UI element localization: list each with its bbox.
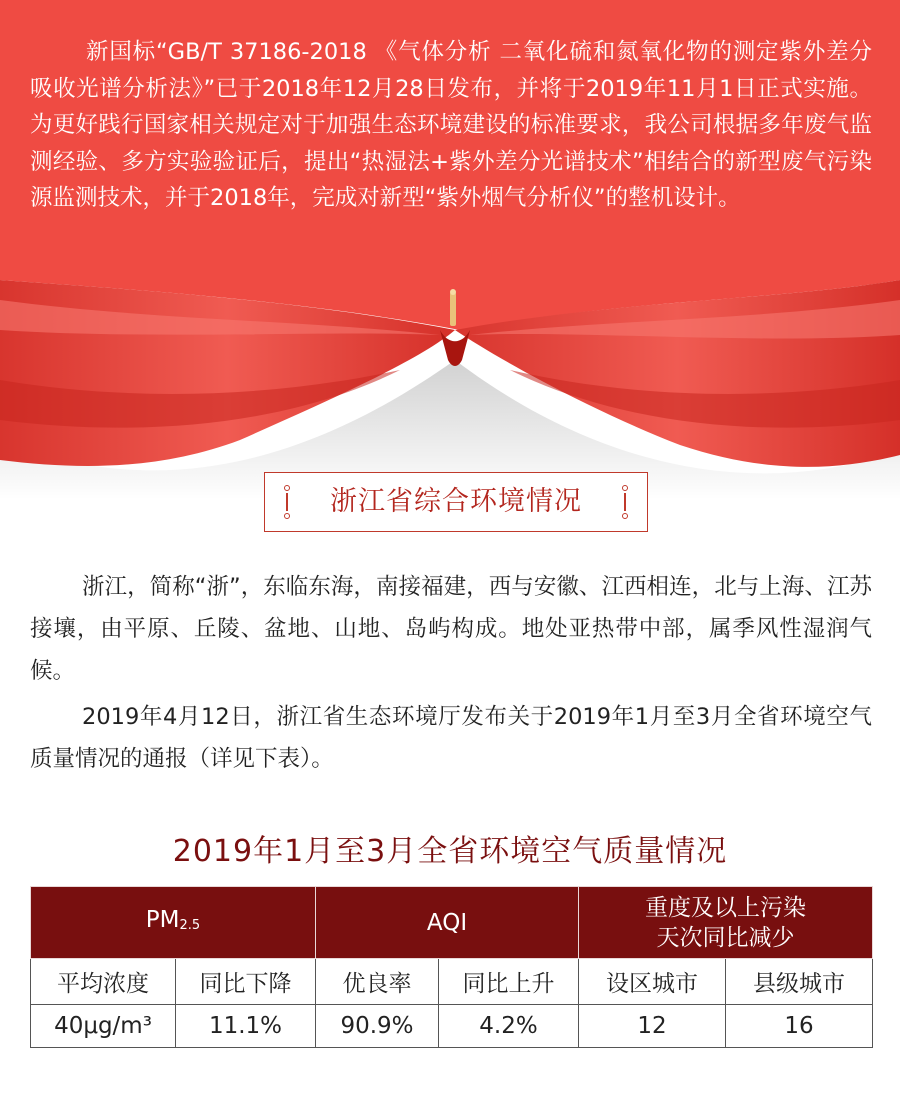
header-pm25 <box>31 887 316 959</box>
section-title: 浙江省综合环境情况 <box>330 486 582 517</box>
table-cell: 4.2% <box>439 1005 579 1048</box>
paragraph-zhejiang-overview: 浙江，简称“浙”，东临东海，南接福建，西与安徽、江西相连，北与上海、江苏接壤，由平原、丘陵、盆地、山地、岛屿构成。地处亚热带中部，属季风性湿润气候。 <box>30 574 872 684</box>
table-cell: 16 <box>726 1005 873 1048</box>
table-row <box>31 1005 873 1048</box>
body-text <box>30 566 872 784</box>
header-aqi: AQI <box>316 887 579 959</box>
column-header: 县级城市 <box>726 959 873 1005</box>
table-cell: 11.1% <box>176 1005 316 1048</box>
table-title: 2019年1月至3月全省环境空气质量情况 <box>172 834 728 869</box>
table-cell: 12 <box>579 1005 726 1048</box>
paragraph-bulletin: 2019年4月12日，浙江省生态环境厅发布关于2019年1月至3月全省环境空气质量情况的通报（详见下表）。 <box>30 704 872 772</box>
column-header: 设区城市 <box>579 959 726 1005</box>
table-group-header-row <box>31 887 873 959</box>
header-pm-subscript: 2.5 <box>179 917 201 933</box>
header-heavy-pollution-line1: 重度及以上污染 <box>645 894 806 921</box>
header-pm-label: PM <box>145 906 180 933</box>
column-header: 同比上升 <box>439 959 579 1005</box>
table-cell: 90.9% <box>316 1005 439 1048</box>
column-header: 优良率 <box>316 959 439 1005</box>
table-column-header-row <box>31 959 873 1005</box>
air-quality-table <box>30 886 873 1048</box>
header-heavy-pollution <box>579 887 873 959</box>
section-heading-box <box>264 472 648 532</box>
ornament-right-icon <box>621 485 629 519</box>
intro-paragraph: 新国标“GB/T 37186-2018 《气体分析 二氧化硫和氮氧化物的测定紫外差分吸收光谱分析法》”已于2018年12月28日发布，并将于2019年11月1日正式实施。为更好践行国家相关规定对于加强生态环境建设的标准要求，我公司根据多年废气监测经验、多方实验验证后，提出“热湿法+紫外差分光谱技术”相结合的新型废气污染源监测技术，并于2018年，完成对新型“紫外烟气分析仪”的整机设计。 <box>30 39 872 211</box>
column-header: 平均浓度 <box>31 959 176 1005</box>
gold-pin-icon <box>450 292 456 326</box>
column-header: 同比下降 <box>176 959 316 1005</box>
header-heavy-pollution-line2: 天次同比减少 <box>656 924 795 951</box>
table-cell: 40μg/m³ <box>31 1005 176 1048</box>
red-banner <box>0 0 900 500</box>
